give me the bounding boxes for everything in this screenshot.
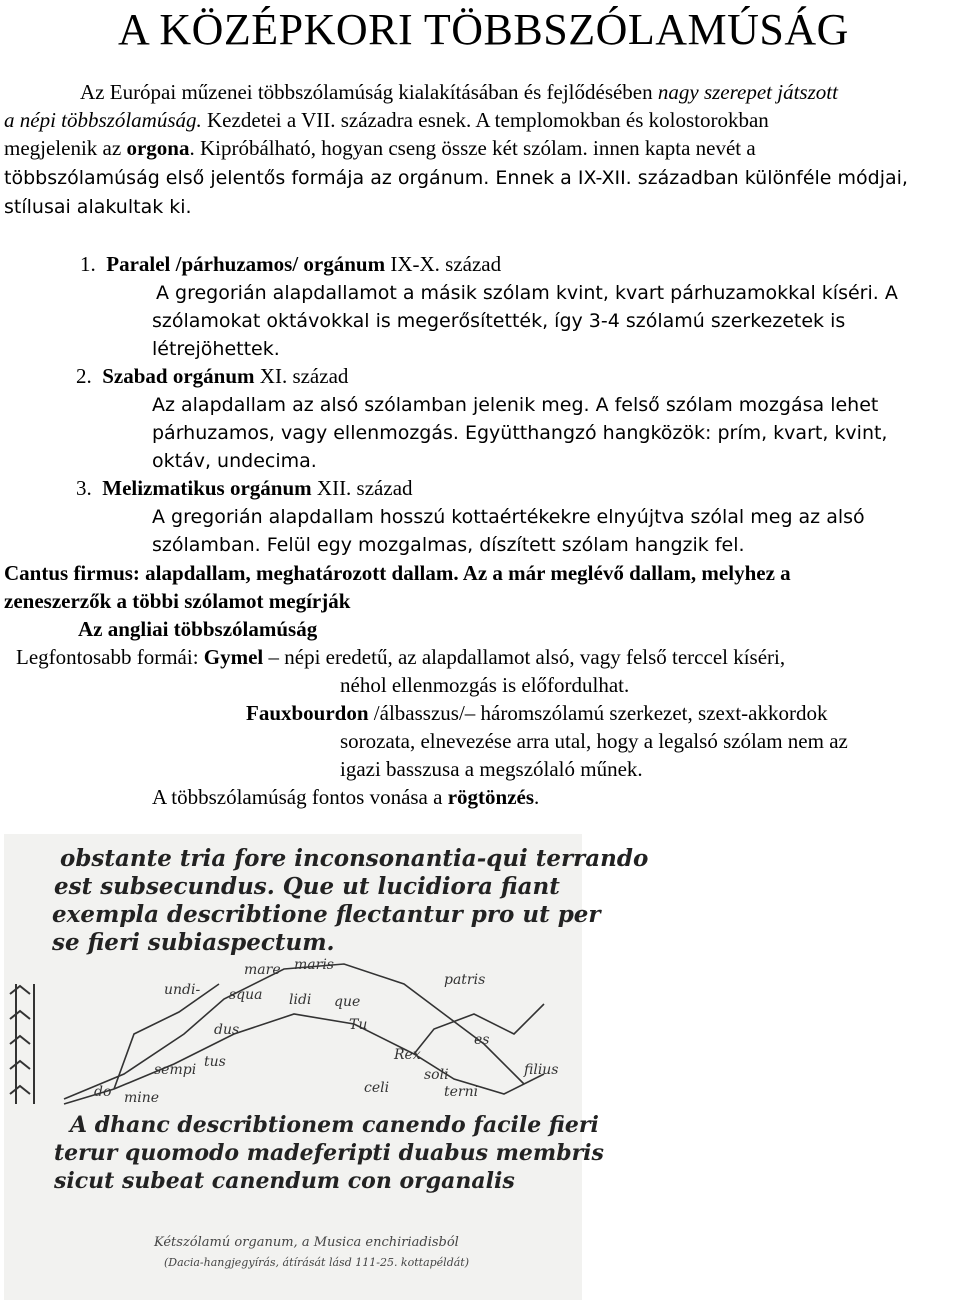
term-improvisation: rögtönzés	[447, 785, 535, 809]
item-3-text-1: A gregorián alapdallam hosszú kottaértékekre elnyújtva szólal meg az alsó	[152, 506, 865, 528]
english-text: A többszólamúság fontos vonása a	[152, 785, 448, 809]
item-1-heading	[80, 250, 501, 278]
english-line-3	[246, 699, 827, 727]
intro-text: Kezdetei a VII. századra esnek. A templomokban és kolostorokban	[201, 108, 769, 132]
item-number: 1.	[80, 252, 96, 276]
item-name: Melizmatikus orgánum	[102, 476, 312, 500]
item-century: XI. század	[254, 364, 349, 388]
intro-text: . Kipróbálható, hogyan cseng össze két szólam. innen kapta nevét a	[189, 136, 756, 160]
manuscript-text-line: terur quomodo madeferipti duabus membris	[54, 1140, 604, 1166]
term-fauxbourdon: Fauxbourdon	[246, 701, 369, 725]
english-text: – népi eredetű, az alapdallamot alsó, vagy felső terccel kíséri,	[263, 645, 786, 669]
manuscript-image	[4, 834, 649, 1300]
english-text: /álbasszus/– háromszólamú szerkezet, szext-akkordok	[368, 701, 828, 725]
manuscript-syllable: dus	[214, 1022, 240, 1038]
intro-line-3	[4, 134, 756, 162]
item-1-text-3: létrejöhettek.	[152, 338, 280, 360]
manuscript-caption: Kétszólamú organum, a Musica enchiriadisból	[154, 1235, 459, 1250]
intro-line-1	[80, 78, 838, 106]
manuscript-syllable: es	[474, 1032, 490, 1048]
item-2-text-1: Az alapdallam az alsó szólamban jelenik meg. A felső szólam mozgása lehet	[152, 394, 879, 416]
intro-italic: nagy szerepet játszott	[657, 80, 838, 104]
manuscript-syllable: sempi	[154, 1062, 197, 1078]
manuscript-text-line: exempla describtione flectantur pro ut per	[52, 901, 601, 928]
manuscript-syllable: undi-	[164, 982, 201, 998]
intro-line-2	[4, 106, 769, 134]
cantus-firmus-line-1	[4, 559, 791, 587]
item-3-text-2: szólamban. Felül egy mozgalmas, díszített szólam hangzik fel.	[152, 534, 745, 556]
section-heading-english: Az angliai többszólamúság	[78, 617, 318, 641]
manuscript-syllable: Tu	[349, 1017, 368, 1033]
item-1-text-2: szólamokat oktávokkal is megerősítették, így 3-4 szólamú szerkezetek is	[152, 310, 846, 332]
english-line-6	[152, 783, 539, 811]
manuscript-syllable: mine	[124, 1090, 160, 1106]
intro-text: megjelenik az	[4, 136, 127, 160]
english-line-4: sorozata, elnevezése arra utal, hogy a legalsó szólam nem az	[340, 729, 848, 753]
item-name: Szabad orgánum	[102, 364, 255, 388]
intro-line-4: többszólamúság első jelentős formája az orgánum. Ennek a IX-XII. században különféle módjai,	[4, 167, 908, 189]
manuscript-syllable: filius	[524, 1062, 559, 1078]
manuscript-syllable: lidi	[289, 992, 312, 1008]
english-text: .	[534, 785, 540, 809]
item-century: IX-X. század	[385, 252, 502, 276]
english-text: Legfontosabb formái:	[16, 645, 204, 669]
item-2-text-2: párhuzamos, vagy ellenmozgás. Együtthangzó hangközök: prím, kvart, kvint,	[152, 422, 888, 444]
manuscript-text-line: obstante tria fore inconsonantia-qui terrando	[60, 845, 649, 872]
manuscript-text-line: est subsecundus. Que ut lucidiora fiant	[54, 873, 560, 900]
manuscript-syllable: celi	[364, 1080, 390, 1096]
item-name: Paralel /párhuzamos/ orgánum	[106, 252, 386, 276]
cantus-firmus-line-2: zeneszerzők a többi szólamot megírják	[4, 589, 351, 613]
manuscript-syllable: terni	[444, 1084, 479, 1100]
page-title: A KÖZÉPKORI TÖBBSZÓLAMÚSÁG	[118, 5, 849, 54]
cantus-text: Az a már meglévő dallam, melyhez a	[458, 561, 791, 585]
item-century: XII. század	[311, 476, 413, 500]
manuscript-syllable: patris	[444, 972, 486, 988]
item-1-text-1: A gregorián alapdallamot a másik szólam kvint, kvart párhuzamokkal kíséri. A	[156, 282, 898, 304]
manuscript-svg	[4, 834, 649, 1300]
manuscript-text-line: sicut subeat canendum con organalis	[54, 1168, 515, 1194]
item-2-text-3: oktáv, undecima.	[152, 450, 317, 472]
intro-text: Az Európai műzenei többszólamúság kialakításában és fejlődésében	[80, 80, 658, 104]
term-gymel: Gymel	[203, 645, 264, 669]
manuscript-text-line: A dhanc describtionem canendo facile fieri	[70, 1112, 599, 1138]
manuscript-syllable: maris	[294, 957, 334, 973]
manuscript-syllable: tus	[204, 1054, 226, 1070]
intro-line-5: stílusai alakultak ki.	[4, 196, 192, 218]
english-line-5: igazi basszusa a megszólaló műnek.	[340, 757, 643, 781]
intro-bold: orgona	[126, 136, 190, 160]
manuscript-caption-note: (Dacia-hangjegyírás, átírását lásd 111-25. kottapéldát)	[164, 1256, 470, 1269]
manuscript-syllable: squa	[229, 987, 263, 1003]
item-2-heading	[76, 362, 348, 390]
manuscript-syllable: Rex	[394, 1047, 421, 1063]
manuscript-syllable: do	[94, 1084, 112, 1100]
manuscript-syllable: soli	[424, 1067, 449, 1083]
item-number: 3.	[76, 476, 92, 500]
cantus-definition: Cantus firmus: alapdallam, meghatározott dallam.	[4, 561, 459, 585]
manuscript-syllable: que	[334, 994, 361, 1010]
item-number: 2.	[76, 364, 92, 388]
item-3-heading	[76, 474, 413, 502]
intro-italic: a népi többszólamúság.	[4, 108, 202, 132]
manuscript-text-line: se fieri subiaspectum.	[52, 929, 335, 956]
manuscript-syllable: mare	[244, 962, 281, 978]
english-line-2: néhol ellenmozgás is előfordulhat.	[340, 673, 630, 697]
english-line-1	[16, 643, 785, 671]
